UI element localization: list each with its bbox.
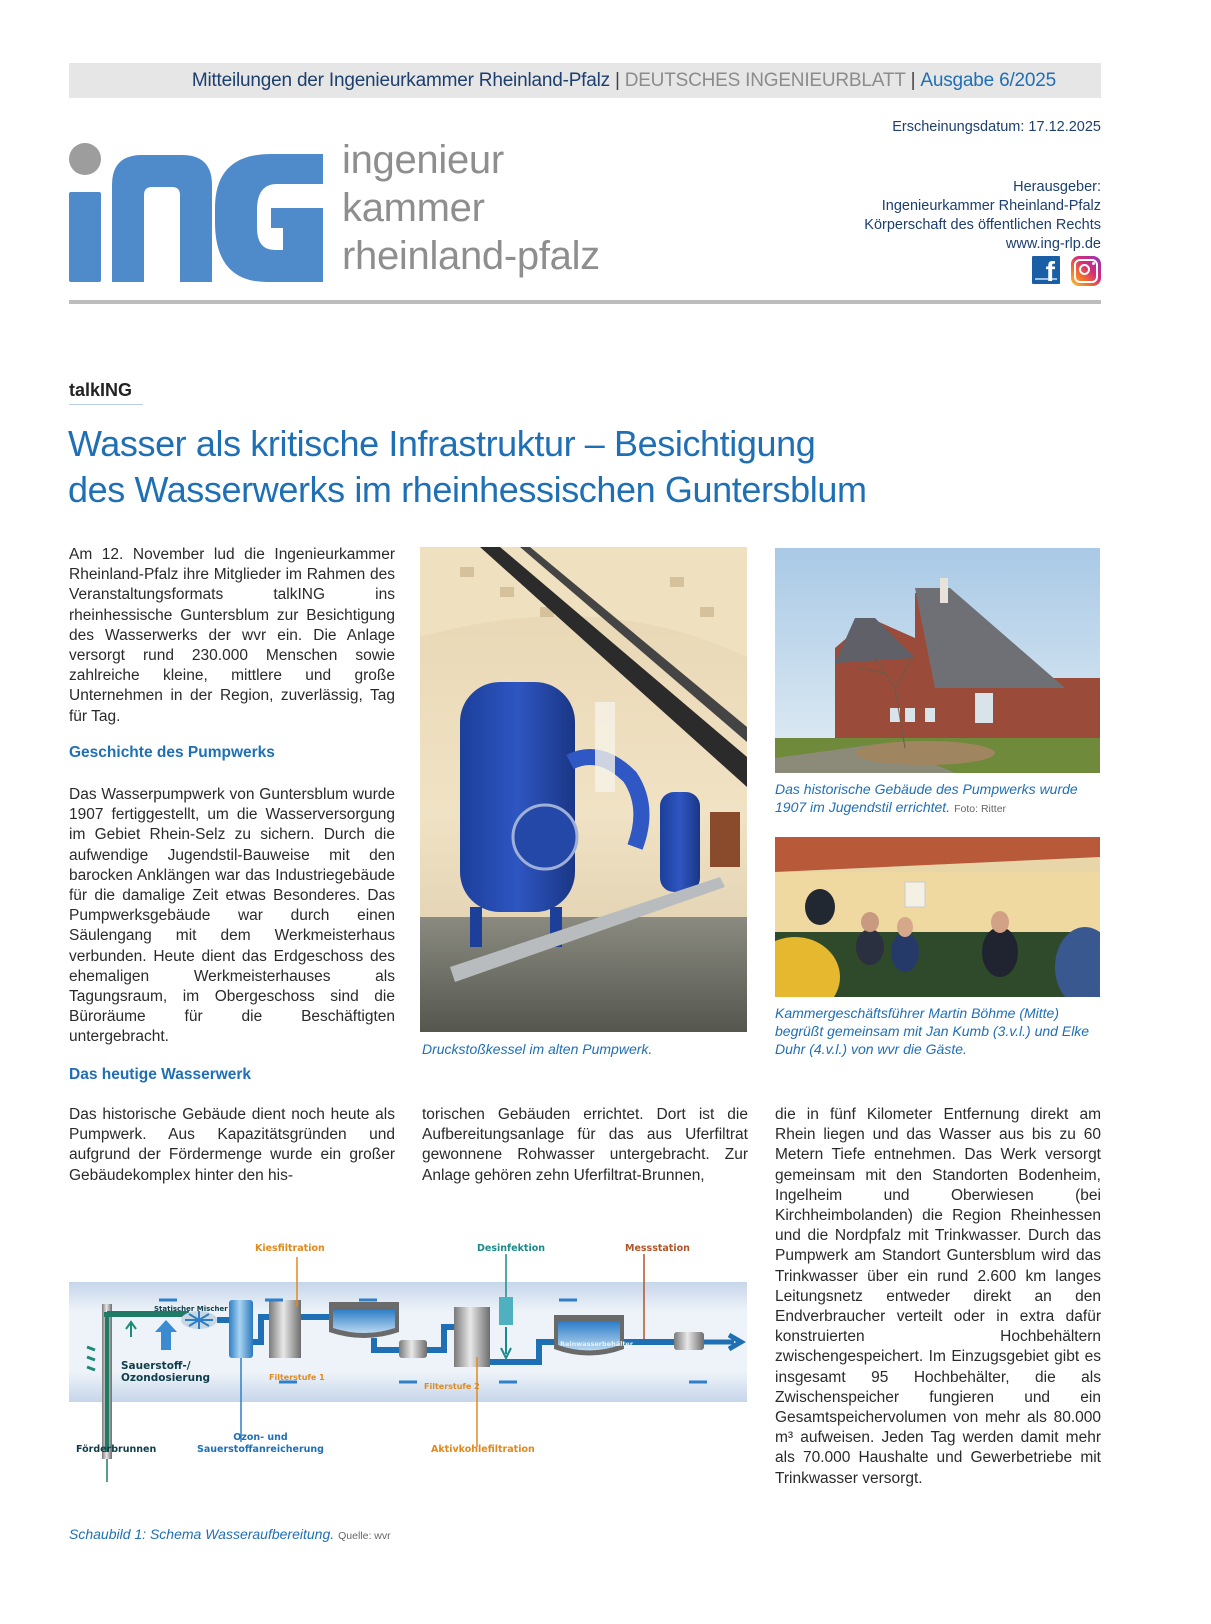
publisher-info: [864, 178, 1101, 254]
photo-historic-building: [775, 548, 1100, 773]
logo-line-2: kammer: [342, 186, 485, 230]
label-messstation: Messstation: [625, 1243, 690, 1254]
label-foerderbrunnen: Förderbrunnen: [76, 1444, 157, 1455]
today-text-col2: torischen Gebäuden errichtet. Dort ist die Aufbereitungsanlage für das aus Uferfiltrat gewonnene Rohwasser untergebracht. Zur Anlage gehören zehn Uferfiltrat-Brunnen,: [422, 1106, 748, 1184]
label-aktivkohlefiltration: Aktivkohlefiltration: [431, 1444, 535, 1455]
label-ozon-line1: Ozon- und: [233, 1432, 288, 1443]
water-treatment-diagram: [69, 1232, 747, 1522]
photo-pressure-vessel: [420, 547, 747, 1032]
caption-historic-building: [775, 780, 1105, 818]
facebook-glyph: f: [1045, 256, 1055, 287]
logo-n-shape: [112, 155, 212, 282]
label-filterstufe-1: Filterstufe 1: [269, 1373, 325, 1382]
history-paragraph: [69, 785, 395, 1048]
today-text-col3: die in fünf Kilometer Entfernung direkt am Rhein liegen und das Wasser aus bis zu 60 Metern Tiefe entnehmen. Das Werk versorgt gemeinsam mit den Standorten Bodenheim, Ingelheim und Oberwiesen (bei Kirchheimbolanden) die Region Rheinhessen und die Nordpfalz mit Trinkwasser. Durch das Pumpwerk am Standort Guntersblum wird das Trinkwasser über ein rund 2.600 km langes Leitungsnetz entweder direkt an den Endverbraucher verteilt oder in extra dafür konstruierten Hochbehältern zwischengespeichert. Im Einzugsgebiet gibt es insgesamt 95 Hochbehälter, die als Zwischenspeicher fungieren und ein Gesamtspeichervolumen von mehr als 80.000 m³ aufweisen. Jeden Tag werden damit mehr als 70.000 Haushalte und Gewerbetriebe mit Trinkwasser versorgt.: [775, 1106, 1101, 1487]
caption-diagram: [69, 1525, 391, 1545]
instagram-icon[interactable]: [1071, 256, 1101, 286]
article-headline: [68, 421, 1108, 513]
today-text-col1: Das historische Gebäude dient noch heute als Pumpwerk. Aus Kapazitätsgründen und aufgrund der Fördermenge wurde ein großer Gebäudekomplex hinter den his-: [69, 1106, 395, 1184]
label-ozon-line2: Sauerstoffanreicherung: [197, 1444, 324, 1455]
headline-line-2: des Wasserwerks im rheinhessischen Guntersblum: [68, 469, 867, 510]
label-reinwasserbehaelter: Reinwasserbehälter: [560, 1340, 634, 1348]
history-text: Das Wasserpumpwerk von Guntersblum wurde 1907 fertiggestellt, um die Wasserversorgung im Gebiet Rhein-Selz zu sichern. Durch die aufwendige Jugendstil-Bauweise mit den barocken Anklängen war das Industriegebäude für die damalige Zeit etwas Besonderes. Das Pumpwerksgebäude war durch einen Säulengang mit dem Werkmeisterhaus verbunden. Heute dient das Erdgeschoss des ehemaligen Werkmeisterhauses als Tagungsraum, im Obergeschoss sind die Büroräume für die Beschäftigten untergebracht.: [69, 786, 395, 1046]
instagram-lens: [1079, 264, 1090, 275]
today-paragraph-col3: [775, 1105, 1101, 1489]
label-ozon-anreicherung: [197, 1432, 324, 1456]
photo-visitor-group: [775, 837, 1100, 997]
publisher-label: Herausgeber:: [1013, 179, 1101, 195]
caption-pressure-vessel: Druckstoßkessel im alten Pumpwerk.: [422, 1041, 653, 1057]
publication-date: Erscheinungsdatum: 17.12.2025: [892, 119, 1101, 135]
facebook-icon[interactable]: [1032, 256, 1060, 287]
today-paragraph-col2: [422, 1105, 748, 1186]
caption-visitor-group: Kammergeschäftsführer Martin Böhme (Mitte) begrüßt gemeinsam mit Jan Kumb (3.v.l.) und Elke Duhr (4.v.l.) von wvr die Gäste.: [775, 1005, 1090, 1057]
caption-diagram-text: Schaubild 1: Schema Wasseraufbereitung.: [69, 1526, 335, 1542]
label-desinfektion: Desinfektion: [477, 1243, 545, 1254]
label-sauerstoff-line1: Sauerstoff-/: [121, 1360, 191, 1372]
social-links: [1032, 256, 1101, 286]
logo-i-dot: [69, 143, 101, 175]
logo-line-1: ingenieur: [342, 138, 504, 182]
label-sauerstoff-dosierung: [121, 1360, 210, 1384]
logo-g-shape: [215, 150, 323, 282]
intro-text: Am 12. November lud die Ingenieurkammer Rheinland-Pfalz ihre Mitglieder im Rahmen des Veranstaltungsformats talkING ins rheinhessische Guntersblum zur Besichtigung des Wasserwerks der wvr ein. Die Anlage versorgt rund 230.000 Menschen sowie zahlreiche kleine, mittlere und große Unternehmen in der Region, zuverlässig, Tag für Tag.: [69, 546, 395, 725]
label-sauerstoff-line2: Ozondosierung: [121, 1372, 211, 1384]
label-kiesfiltration: Kiesfiltration: [255, 1243, 325, 1254]
banner-separator: |: [910, 69, 916, 91]
logo-line-3: rheinland-pfalz: [342, 234, 600, 278]
header-divider: [69, 300, 1101, 304]
publisher-name: Ingenieurkammer Rheinland-Pfalz: [881, 198, 1101, 214]
subheading-today: Das heutige Wasserwerk: [69, 1066, 252, 1083]
today-paragraph-col1: [69, 1105, 395, 1186]
banner-separator: |: [614, 69, 620, 91]
publisher-type: Körperschaft des öffentlichen Rechts: [864, 217, 1101, 233]
intro-paragraph: [69, 545, 395, 727]
publication-name: Mitteilungen der Ingenieurkammer Rheinland-Pfalz: [191, 69, 610, 91]
photo-credit: Foto: Ritter: [954, 803, 1007, 815]
magazine-name: DEUTSCHES INGENIEURBLATT: [624, 69, 906, 91]
subheading-history: Geschichte des Pumpwerks: [69, 744, 275, 761]
label-filterstufe-2: Filterstufe 2: [424, 1382, 480, 1391]
kicker-underline: [69, 404, 143, 405]
issue-number: Ausgabe 6/2025: [920, 69, 1056, 91]
instagram-dot: [1092, 262, 1095, 265]
caption-building-text: Das historische Gebäude des Pumpwerks wurde 1907 im Jugendstil errichtet.: [775, 781, 1078, 815]
headline-line-1: Wasser als kritische Infrastruktur – Besichtigung: [68, 423, 816, 464]
website-link[interactable]: www.ing-rlp.de: [1005, 236, 1101, 252]
logo-i-stem: [69, 192, 101, 282]
label-statischer-mischer: Statischer Mischer: [154, 1305, 228, 1313]
masthead-banner: [69, 63, 1101, 98]
diagram-credit: Quelle: wvr: [338, 1530, 391, 1542]
section-kicker: talkING: [69, 380, 133, 400]
logo-wordmark: [342, 136, 600, 280]
